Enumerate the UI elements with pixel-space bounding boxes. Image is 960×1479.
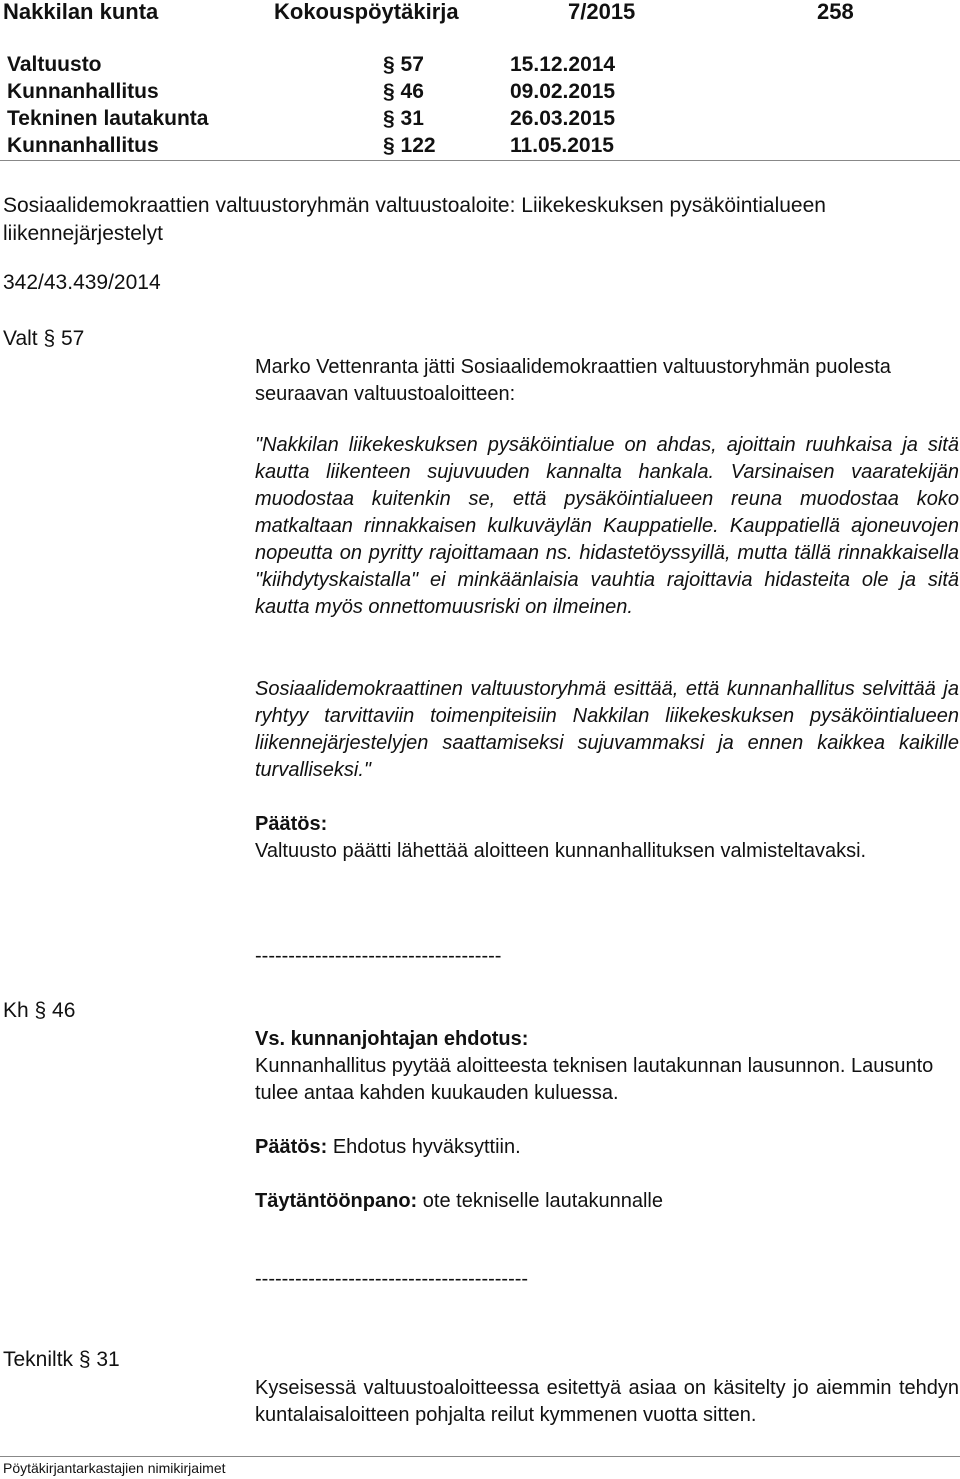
ref-date: 09.02.2015 — [510, 80, 616, 103]
kh-decision-text: Ehdotus hyväksyttiin. — [332, 1136, 521, 1158]
ref-body: Kunnanhallitus — [7, 80, 159, 103]
footer-divider — [0, 1456, 960, 1457]
section-label-valt: Valt § 57 — [3, 327, 85, 350]
header-divider — [0, 160, 960, 161]
page-number: 258 — [817, 0, 854, 24]
kh-decision-label: Päätös: — [255, 1136, 328, 1158]
tekn-text: Kyseisessä valtuustoaloitteessa esitettyä asiaa on käsitelty jo aiemmin tehdyn kuntalaisaloitteen pohjalta reilut kymmenen vuotta sitten. — [255, 1377, 959, 1426]
footer-initials-label: Pöytäkirjantarkastajien nimikirjaimet — [3, 1460, 226, 1476]
kh-proposal-label: Vs. kunnanjohtajan ehdotus: — [255, 1028, 529, 1050]
ref-paragraph: § 46 — [383, 80, 424, 103]
ref-paragraph: § 31 — [383, 107, 424, 130]
kh-proposal-text: Kunnanhallitus pyytää aloitteesta teknisen lautakunnan lausunnon. Lausunto tulee antaa kahden kuukauden kuluessa. — [255, 1055, 934, 1104]
ref-paragraph: § 122 — [383, 134, 436, 157]
ref-body: Tekninen lautakunta — [7, 107, 209, 130]
meeting-number: 7/2015 — [568, 0, 636, 24]
valt-quote-paragraph-1: "Nakkilan liikekeskuksen pysäköintialue on ahdas, ajoittain ruuhkaisa ja sitä kautta liikenteen sujuvuuden kannalta hankala. Varsinaisen vaaratekijän muodostaa kuitenkin se, että pysäköintialueen reuna muodostaa koko matkaltaan rinnakkaisen kulkuväylän Kauppatielle. Kauppatiellä ajoneuvojen nopeutta on pyritty rajoittamaan ns. hidastetöyssyillä, mutta tällä rinnakkaisella "kiihdytyskaistalla" ei minkäänlaisia vauhtia rajoittavia hidasteita ole ja sitä kautta myös onnettomuusriski on ilmeinen. — [255, 434, 959, 618]
ref-date: 15.12.2014 — [510, 53, 616, 76]
section-label-tekn: Tekniltk § 31 — [3, 1348, 120, 1371]
diary-number: 342/43.439/2014 — [3, 271, 161, 294]
ref-body: Valtuusto — [7, 53, 102, 76]
kh-decision — [255, 1134, 959, 1161]
separator-line: ----------------------------------------- — [255, 1268, 529, 1290]
valt-intro: Marko Vettenranta jätti Sosiaalidemokraattien valtuustoryhmän puolesta seuraavan valtuustoaloitteen: — [255, 356, 891, 405]
separator-line: ------------------------------------- — [255, 945, 502, 967]
kh-execution-text: ote tekniselle lautakunnalle — [422, 1190, 663, 1212]
ref-paragraph: § 57 — [383, 53, 424, 76]
valt-decision-label: Päätös: — [255, 813, 328, 835]
ref-body: Kunnanhallitus — [7, 134, 159, 157]
valt-quote-paragraph-2: Sosiaalidemokraattinen valtuustoryhmä esittää, että kunnanhallitus selvittää ja ryhtyy tarvittaviin toimenpiteisiin Nakkilan liikekeskuksen pysäköintialueen liikennejärjestelyjen saattamiseksi sujuvammaksi ja ennen kaikkea kaikille turvalliseksi." — [255, 678, 959, 781]
section-label-kh: Kh § 46 — [3, 999, 76, 1022]
ref-date: 11.05.2015 — [510, 134, 614, 157]
document-type: Kokouspöytäkirja — [274, 0, 459, 24]
ref-date: 26.03.2015 — [510, 107, 616, 130]
kh-execution-label: Täytäntöönpano: — [255, 1190, 418, 1212]
valt-decision-text: Valtuusto päätti lähettää aloitteen kunnanhallituksen valmisteltavaksi. — [255, 840, 867, 862]
kh-execution — [255, 1188, 959, 1215]
item-title: Sosiaalidemokraattien valtuustoryhmän valtuustoaloite: Liikekeskuksen pysäköintialueen liikennejärjestelyt — [3, 194, 826, 245]
municipality-name: Nakkilan kunta — [3, 0, 159, 24]
